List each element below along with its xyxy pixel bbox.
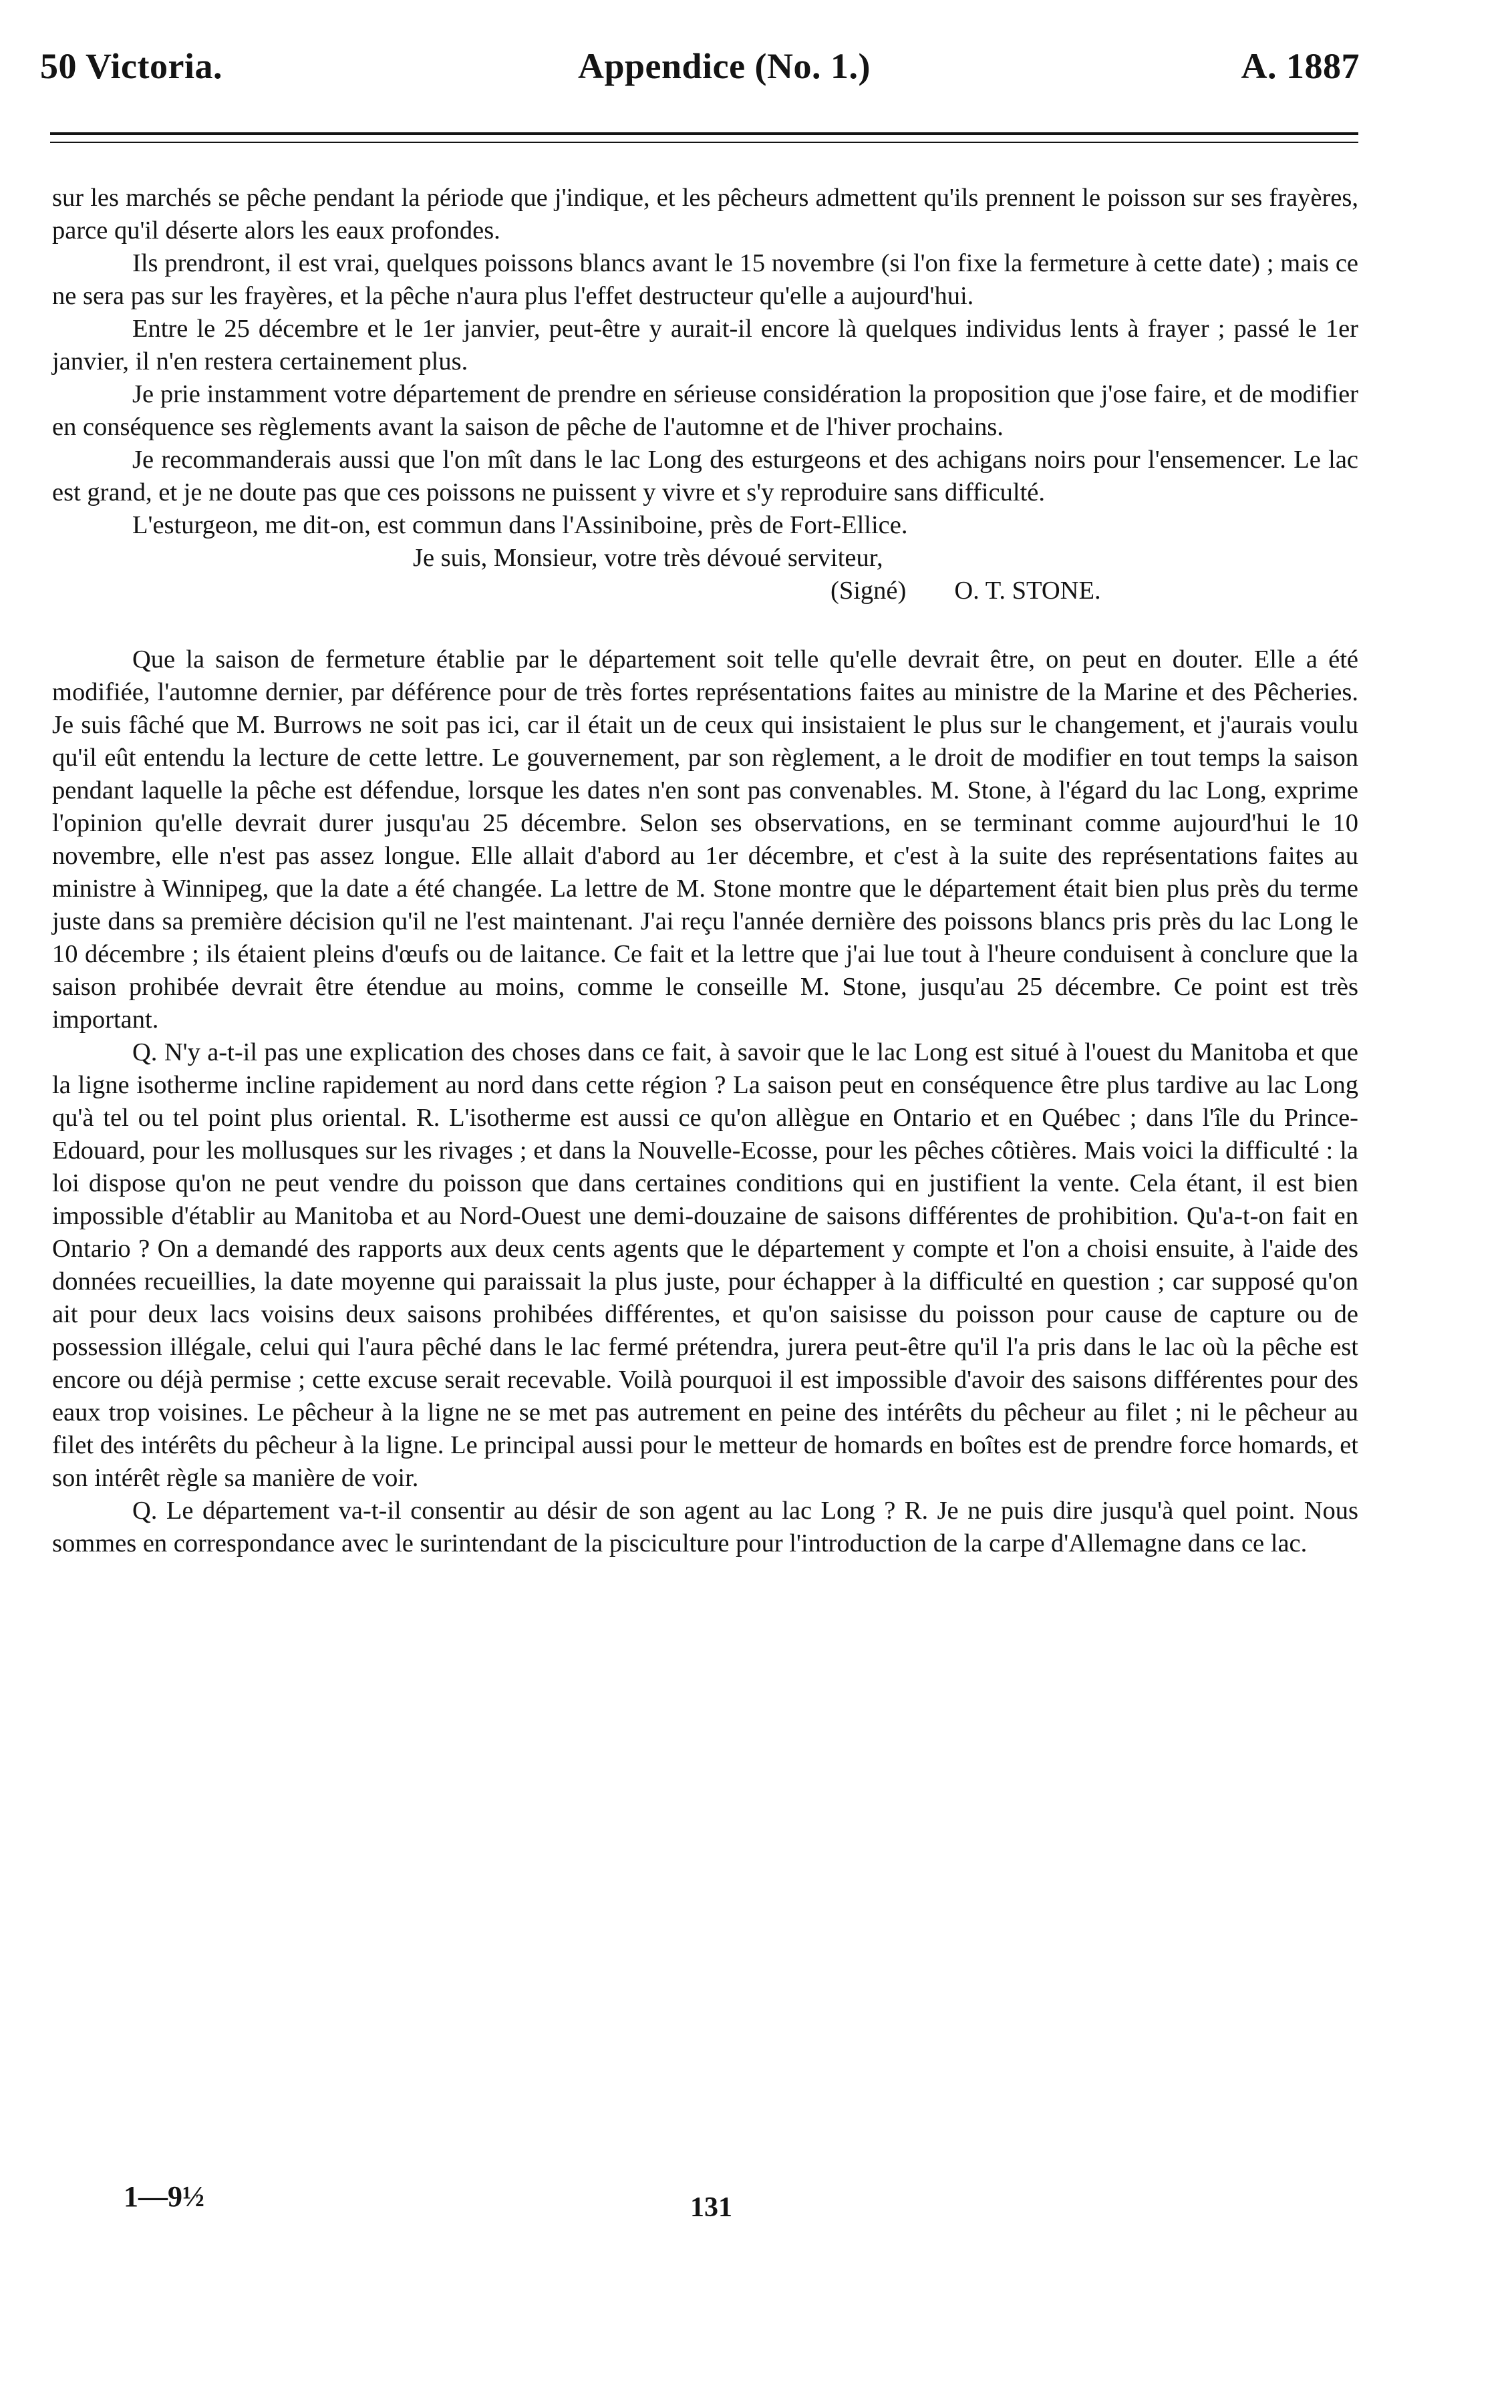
paragraph: Entre le 25 décembre et le 1er janvier, peut-être y aurait-il encore là quelques individus lents à frayer ; passé le 1er janvier, il n'en restera certainement plus. <box>52 315 1358 375</box>
header-rule-thin <box>50 142 1358 143</box>
paragraph: Q. N'y a-t-il pas une explication des choses dans ce fait, à savoir que le lac Long est situé à l'ouest du Manitoba et que la ligne isotherme incline rapidement au nord dans cette région ? La saison peut en conséquence être plus tardive au lac Long qu'à tel ou tel point plus oriental. R. L'isotherme est aussi ce qu'on allègue en Ontario et en Québec ; dans l'île du Prince-Edouard, pour les mollusques sur les rivages ; et dans la Nouvelle-Ecosse, pour les pêches côtières. Mais voici la difficulté : la loi dispose qu'on ne peut vendre du poisson que dans certaines conditions qui en justifient la vente. Cela étant, il est bien impossible d'établir au Manitoba et au Nord-Ouest une demi-douzaine de saisons différentes de prohibition. Qu'a-t-on fait en Ontario ? On a demandé des rapports aux deux cents agents que le département y compte et l'on a choisi ensuite, à l'aide des données recueillies, la date moyenne qui paraissait la plus juste, pour échapper à la difficulté en question ; car supposé qu'on ait pour deux lacs voisins deux saisons prohibées différentes, et qu'on saisisse du poisson pour cause de capture ou de possession illégale, celui qui l'aura pêché dans le lac fermé prétendra, jurera peut-être qu'il l'a pris dans le lac où la pêche est encore ou déjà permise ; cette excuse serait recevable. Voilà pourquoi il est impossible d'avoir des saisons différentes pour des eaux trop voisines. Le pêcheur à la ligne ne se met pas autrement en peine des intérêts du pêcheur au filet ; ni le pêcheur au filet des intérêts du pêcheur à la ligne. Le principal aussi pour le metteur de homards en boîtes est de prendre force homards, et son intérêt règle sa manière de voir. <box>52 1038 1358 1492</box>
header-rule-thick <box>50 132 1358 135</box>
signature-closing: Je suis, Monsieur, votre très dévoué serviteur, <box>413 544 883 572</box>
paragraph: Je prie instamment votre département de prendre en sérieuse considération la proposition que j'ose faire, et de modifier en conséquence ses règlements avant la saison de pêche de l'automne et de l'hiver prochains. <box>52 380 1358 441</box>
body-text <box>52 182 1358 1560</box>
header-appendix: Appendice (No. 1.) <box>578 46 871 86</box>
paragraph: Ils prendront, il est vrai, quelques poissons blancs avant le 15 novembre (si l'on fixe la fermeture à cette date) ; mais ce ne sera pas sur les frayères, et la pêche n'aura plus l'effet destructeur qu'elle a aujourd'hui. <box>52 249 1358 310</box>
paragraph: sur les marchés se pêche pendant la période que j'indique, et les pêcheurs admettent qu'ils prennent le poisson sur ses frayères, parce qu'il déserte alors les eaux profondes. <box>52 184 1358 245</box>
paragraph: Je recommanderais aussi que l'on mît dans le lac Long des esturgeons et des achigans noirs pour l'ensemencer. Le lac est grand, et je ne doute pas que ces poissons ne puissent y vivre et s'y reproduire sans difficulté. <box>52 446 1358 506</box>
signature-line <box>52 575 1358 607</box>
running-head <box>40 45 1360 99</box>
letter-signature <box>52 542 1358 607</box>
signature-signed: (Signé) <box>830 577 907 605</box>
page-number: 131 <box>690 2192 732 2223</box>
header-year: A. 1887 <box>1241 46 1360 86</box>
paragraph: Q. Le département va-t-il consentir au désir de son agent au lac Long ? R. Je ne puis dire jusqu'à quel point. Nous sommes en correspondance avec le surintendant de la pisciculture pour l'introduction de la carpe d'Allemagne dans ce lac. <box>52 1497 1358 1557</box>
header-session: 50 Victoria. <box>40 46 222 86</box>
sheet-signature-mark: 1—9½ <box>124 2180 204 2213</box>
paragraph: Que la saison de fermeture établie par le département soit telle qu'elle devrait être, on peut en douter. Elle a été modifiée, l'automne dernier, par déférence pour de très fortes représentations faites au ministre de la Marine et des Pêcheries. Je suis fâché que M. Burrows ne soit pas ici, car il était un de ceux qui insistaient le plus sur le changement, et j'aurais voulu qu'il eût entendu la lecture de cette lettre. Le gouvernement, par son règlement, a le droit de modifier en tout temps la saison pendant laquelle la pêche est défendue, lorsque les dates n'en sont pas convenables. M. Stone, à l'égard du lac Long, exprime l'opinion qu'elle devrait durer jusqu'au 25 décembre. Selon ses observations, en se terminant comme aujourd'hui le 10 novembre, elle n'est pas assez longue. Elle allait d'abord au 1er décembre, et c'est à la suite des représentations faites au ministre à Winnipeg, que la date a été changée. La lettre de M. Stone montre que le département était bien plus près du terme juste dans sa première décision qu'il ne l'est maintenant. J'ai reçu l'année dernière des poissons blancs pris près du lac Long le 10 décembre ; ils étaient pleins d'œufs ou de laitance. Ce fait et la lettre que j'ai lue tout à l'heure conduisent à conclure que la saison prohibée devrait être étendue au moins, comme le conseille M. Stone, jusqu'au 25 décembre. Ce point est très important. <box>52 645 1358 1034</box>
paragraph: L'esturgeon, me dit-on, est commun dans l'Assiniboine, près de Fort-Ellice. <box>132 511 908 539</box>
signature-name: O. T. STONE. <box>954 577 1101 605</box>
